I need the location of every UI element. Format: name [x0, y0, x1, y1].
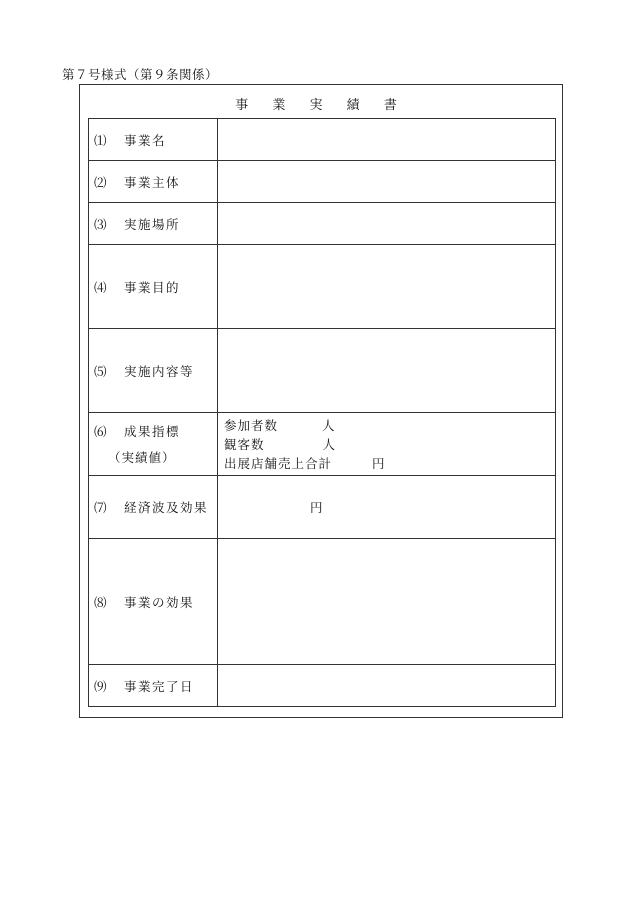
row-label: 成果指標: [124, 424, 181, 439]
label-cell: [89, 161, 218, 203]
document-title: 事 業 実 績 書: [235, 98, 407, 113]
label-cell: [89, 413, 218, 476]
row-label: 事業名: [124, 132, 167, 148]
row-number: ⑷: [94, 279, 107, 295]
row-number: ⑺: [94, 500, 107, 515]
row-label: 事業の効果: [124, 594, 195, 610]
label-cell: [89, 245, 218, 329]
sales-line: [224, 454, 555, 473]
row-effects: [89, 539, 556, 665]
label-cell: [89, 203, 218, 245]
label-cell: [89, 476, 218, 539]
location-field[interactable]: [218, 203, 556, 245]
row-number: ⑼: [94, 678, 107, 694]
row-number: ⑵: [94, 174, 107, 190]
row-location: [89, 203, 556, 245]
label-cell: [89, 119, 218, 161]
spectators-line: [224, 435, 555, 454]
row-economic-effect: [89, 476, 556, 539]
row-completion-date: [89, 665, 556, 707]
line-label: 観客数: [224, 436, 265, 452]
row-label: 経済波及効果: [124, 500, 209, 515]
purpose-field[interactable]: [218, 245, 556, 329]
line-label: 参加者数: [224, 417, 279, 433]
form-number: 第７号様式（第９条関係）: [62, 67, 219, 82]
row-label: 実施内容等: [124, 363, 195, 379]
line-label: 出展店舗売上合計: [224, 455, 333, 471]
report-table: [88, 118, 556, 707]
economic-effect-field[interactable]: [218, 476, 556, 539]
unit: 人: [322, 436, 337, 452]
project-name-field[interactable]: [218, 119, 556, 161]
row-label: 事業主体: [124, 174, 181, 190]
content-field[interactable]: [218, 329, 556, 413]
row-number: ⑻: [94, 594, 107, 610]
effects-field[interactable]: [218, 539, 556, 665]
label-cell: [89, 329, 218, 413]
document-frame: [79, 84, 563, 718]
row-number: ⑹: [94, 424, 107, 439]
indicators-field[interactable]: [218, 413, 556, 476]
row-label: 事業目的: [124, 279, 181, 295]
participants-line: [224, 416, 555, 435]
row-number: ⑸: [94, 363, 107, 379]
unit: 人: [322, 417, 336, 433]
sub-label: （実績値）: [108, 450, 176, 465]
completion-date-field[interactable]: [218, 665, 556, 707]
row-number: ⑶: [94, 216, 107, 232]
unit: 円: [372, 455, 386, 471]
row-label: 事業完了日: [124, 678, 195, 694]
row-project-entity: [89, 161, 556, 203]
row-purpose: [89, 245, 556, 329]
row-project-name: [89, 119, 556, 161]
row-indicators: [89, 413, 556, 476]
unit: 円: [310, 500, 323, 515]
row-number: ⑴: [94, 132, 107, 148]
row-label: 実施場所: [124, 216, 181, 232]
label-cell: [89, 665, 218, 707]
project-entity-field[interactable]: [218, 161, 556, 203]
row-content: [89, 329, 556, 413]
label-cell: [89, 539, 218, 665]
